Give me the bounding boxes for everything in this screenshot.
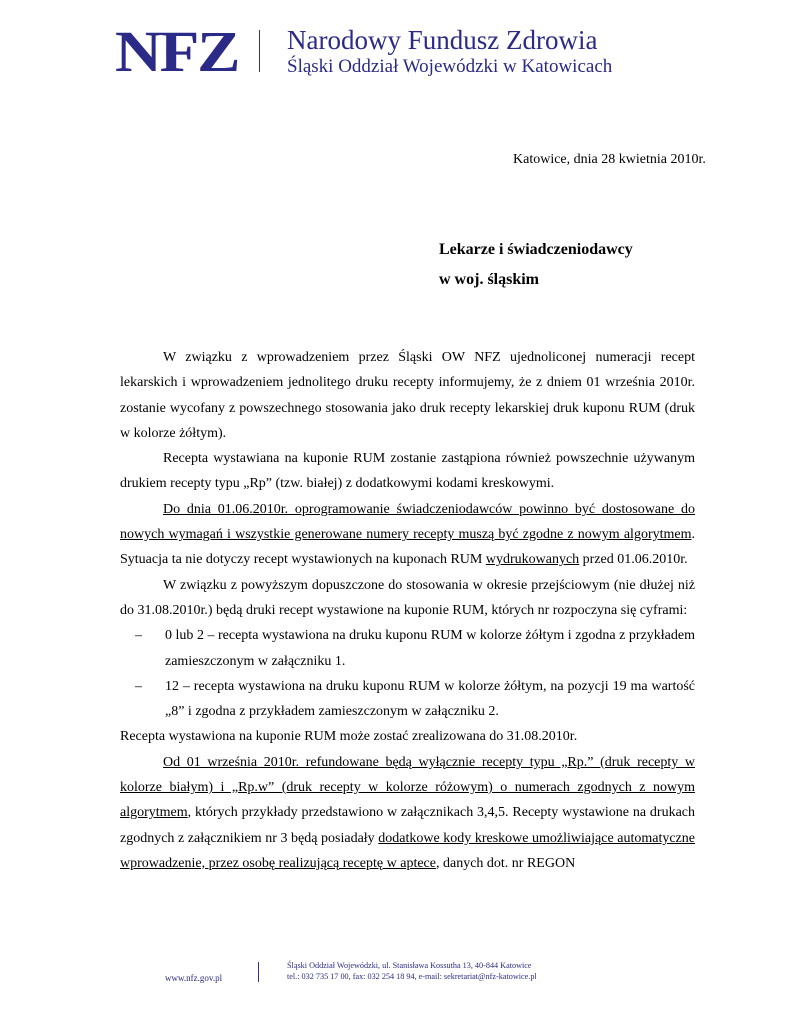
prefix-list [120,623,695,724]
recipient-line-1: Lekarze i świadczeniodawcy [439,241,633,258]
recipient-line-2: w woj. śląskim [439,271,540,288]
list-dash: – [135,628,142,644]
paragraph-3-underlined: Do dnia 01.06.2010r. oprogramowanie świadczeniodawców powinno być dostosowane do nowych wymagań i wszystkie generowane numery recepty muszą być zgodne z nowym algorytmem [120,501,695,543]
organization-branch: Śląski Oddział Wojewódzki w Katowicach [287,56,613,77]
header-divider [259,30,260,72]
paragraph-3 [120,497,695,573]
paragraph-4: W związku z powyższym dopuszczone do stosowania w okresie przejściowym (nie dłużej niż do 31.08.2010r.) będą druki recept wystawione na kuponie RUM, których nr rozpoczyna się cyframi: [120,577,695,618]
paragraph-6-text: , których przykłady przedstawiono w załącznikach 3,4,5. Recepty wystawione na drukach zgodnych z załącznikiem nr 3 będą posiadały [120,805,695,846]
organization-name: Narodowy Fundusz Zdrowia [287,25,598,55]
list-item [120,674,695,725]
paragraph-2: Recepta wystawiana na kuponie RUM zostanie zastąpiona również powszechnie używanym drukiem recepty typu „Rp” (tzw. białej) z dodatkowymi kodami kreskowymi. [120,451,695,492]
paragraph-6-underlined-2: dodatkowe kody kreskowe umożliwiające automatyczne wprowadzenie, przez osobę realizującą receptę w aptece [120,830,695,871]
footer-contact: tel.: 032 735 17 00, fax: 032 254 18 94, e-mail: sekretariat@nfz-katowice.pl [287,972,537,981]
footer-address-block [287,960,537,982]
paragraph-3-underlined-2: wydrukowanych [485,552,580,568]
paragraph-6-underlined: Od 01 września 2010r. refundowane będą wyłącznie recepty typu „Rp.” (druk recepty w kolorze białym) i „Rp.w” (druk recepty w kolorze różowym) o numerach zgodnych z nowym algorytmem [120,754,695,821]
paragraph-3-end: przed 01.06.2010r. [579,552,688,568]
paragraph-3-text: . Sytuacja ta nie dotyczy recept wystawionych na kuponach RUM [120,527,695,568]
list-item-text: 0 lub 2 – recepta wystawiona na druku kuponu RUM w kolorze żółtym i zgodna z przykładem zamieszczonym w załączniku 1. [165,628,695,669]
letter-date: Katowice, dnia 28 kwietnia 2010r. [513,152,706,167]
footer-address: Śląski Oddział Wojewódzki, ul. Stanisława Kossutha 13, 40-844 Katowice [287,961,532,970]
footer-website: www.nfz.gov.pl [165,973,223,983]
paragraph-1: W związku z wprowadzeniem przez Śląski OW NFZ ujednoliconej numeracji recept lekarskich i wprowadzeniem jednolitego druku recepty informujemy, że z dniem 01 września 2010r. zostanie wycofany z powszechnego stosowania jako druk recepty lekarskiej druk kuponu RUM (druk w kolorze żółtym). [120,350,695,441]
footer-divider [258,962,259,982]
list-dash: – [135,678,142,694]
nfz-logo: NFZ [115,19,239,84]
list-item-text: 12 – recepta wystawiona na druku kuponu RUM w kolorze żółtym, na pozycji 19 ma wartość „8” i zgodna z przykładem zamieszczonym w załączniku 2. [165,678,695,720]
letter-body [120,345,695,876]
paragraph-6 [120,750,695,876]
paragraph-6-end: , danych dot. nr REGON [435,855,576,871]
list-item [120,623,695,674]
paragraph-5: Recepta wystawiona na kuponie RUM może zostać zrealizowana do 31.08.2010r. [120,729,578,745]
